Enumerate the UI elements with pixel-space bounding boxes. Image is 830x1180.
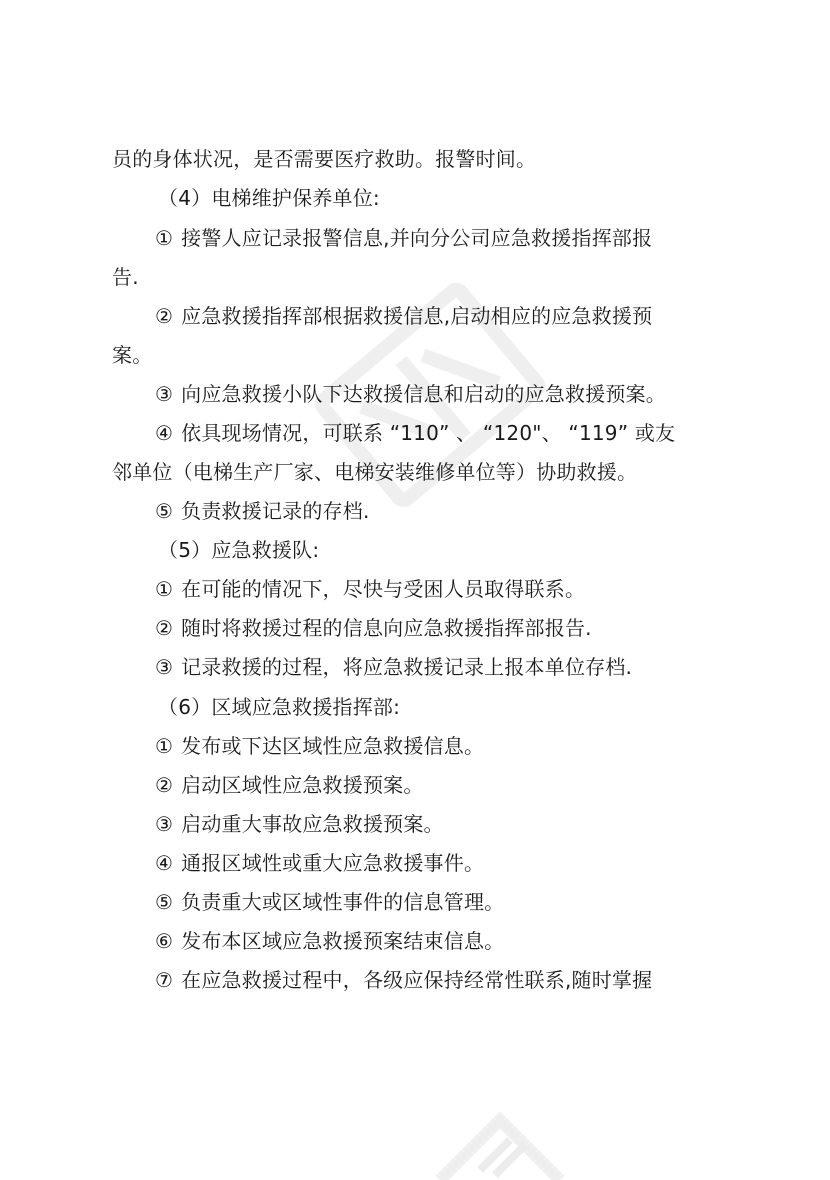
item-number: ⑥	[155, 929, 174, 953]
line-text: 接警人应记录报警信息,并向分公司应急救援指挥部报	[181, 226, 653, 250]
item-number: ⑤	[155, 890, 174, 914]
line-text: 记录救援的过程，将应急救援记录上报本单位存档.	[181, 655, 633, 679]
section-heading	[158, 694, 400, 720]
item-number: ①	[155, 577, 174, 601]
list-item	[155, 420, 675, 446]
list-item	[155, 772, 424, 798]
item-number: ③	[155, 655, 174, 679]
list-item	[155, 733, 484, 759]
line-text: 在应急救援过程中，各级应保持经常性联系,随时掌握	[181, 968, 653, 992]
item-number: ①	[155, 734, 174, 758]
item-number: ①	[155, 226, 174, 250]
item-number: ⑦	[155, 968, 174, 992]
line-text: （5）应急救援队:	[158, 538, 320, 562]
item-number: ④	[155, 421, 174, 445]
line-text: （4）电梯维护保养单位:	[158, 186, 380, 210]
paragraph-line	[112, 264, 139, 290]
line-text: 在可能的情况下，尽快与受困人员取得联系。	[181, 577, 586, 601]
item-number: ④	[155, 851, 174, 875]
line-text: 随时将救援过程的信息向应急救援指挥部报告.	[181, 616, 592, 640]
item-number: ②	[155, 773, 174, 797]
list-item	[155, 303, 652, 329]
line-text: 发布或下达区域性应急救援信息。	[181, 734, 485, 758]
line-text: （6）区域应急救援指挥部:	[158, 695, 401, 719]
line-text: 邻单位（电梯生产厂家、电梯安装维修单位等）协助救援。	[112, 460, 638, 484]
list-item	[155, 850, 484, 876]
list-item	[155, 381, 666, 407]
item-number: ②	[155, 616, 174, 640]
section-heading	[158, 537, 319, 563]
list-item	[155, 615, 592, 641]
item-number: ②	[155, 304, 174, 328]
paragraph-line	[112, 146, 536, 172]
list-item	[155, 889, 504, 915]
line-text: 启动区域性应急救援预案。	[181, 773, 424, 797]
line-text: 向应急救援小队下达救援信息和启动的应急救援预案。	[181, 382, 666, 406]
line-text: 员的身体状况，是否需要医疗救助。报警时间。	[112, 147, 537, 171]
line-text: 应急救援指挥部根据救援信息,启动相应的应急救援预	[181, 304, 653, 328]
line-text: 启动重大事故应急救援预案。	[181, 812, 444, 836]
item-number: ③	[155, 382, 174, 406]
line-text: 发布本区域应急救援预案结束信息。	[181, 929, 505, 953]
line-text: 负责救援记录的存档.	[181, 499, 370, 523]
item-number: ③	[155, 812, 174, 836]
section-heading	[158, 185, 380, 211]
list-item	[155, 928, 504, 954]
line-text: 依具现场情况，可联系 “110” 、 “120"、 “119” 或友	[181, 421, 676, 445]
list-item	[155, 498, 370, 524]
paragraph-line	[112, 342, 152, 368]
line-text: 告.	[112, 265, 139, 289]
list-item	[155, 654, 632, 680]
list-item	[155, 576, 585, 602]
list-item	[155, 225, 652, 251]
list-item	[155, 967, 652, 993]
line-text: 通报区域性或重大应急救援事件。	[181, 851, 485, 875]
paragraph-line	[112, 459, 637, 485]
item-number: ⑤	[155, 499, 174, 523]
list-item	[155, 811, 444, 837]
line-text: 负责重大或区域性事件的信息管理。	[181, 890, 505, 914]
line-text: 案。	[112, 343, 153, 367]
